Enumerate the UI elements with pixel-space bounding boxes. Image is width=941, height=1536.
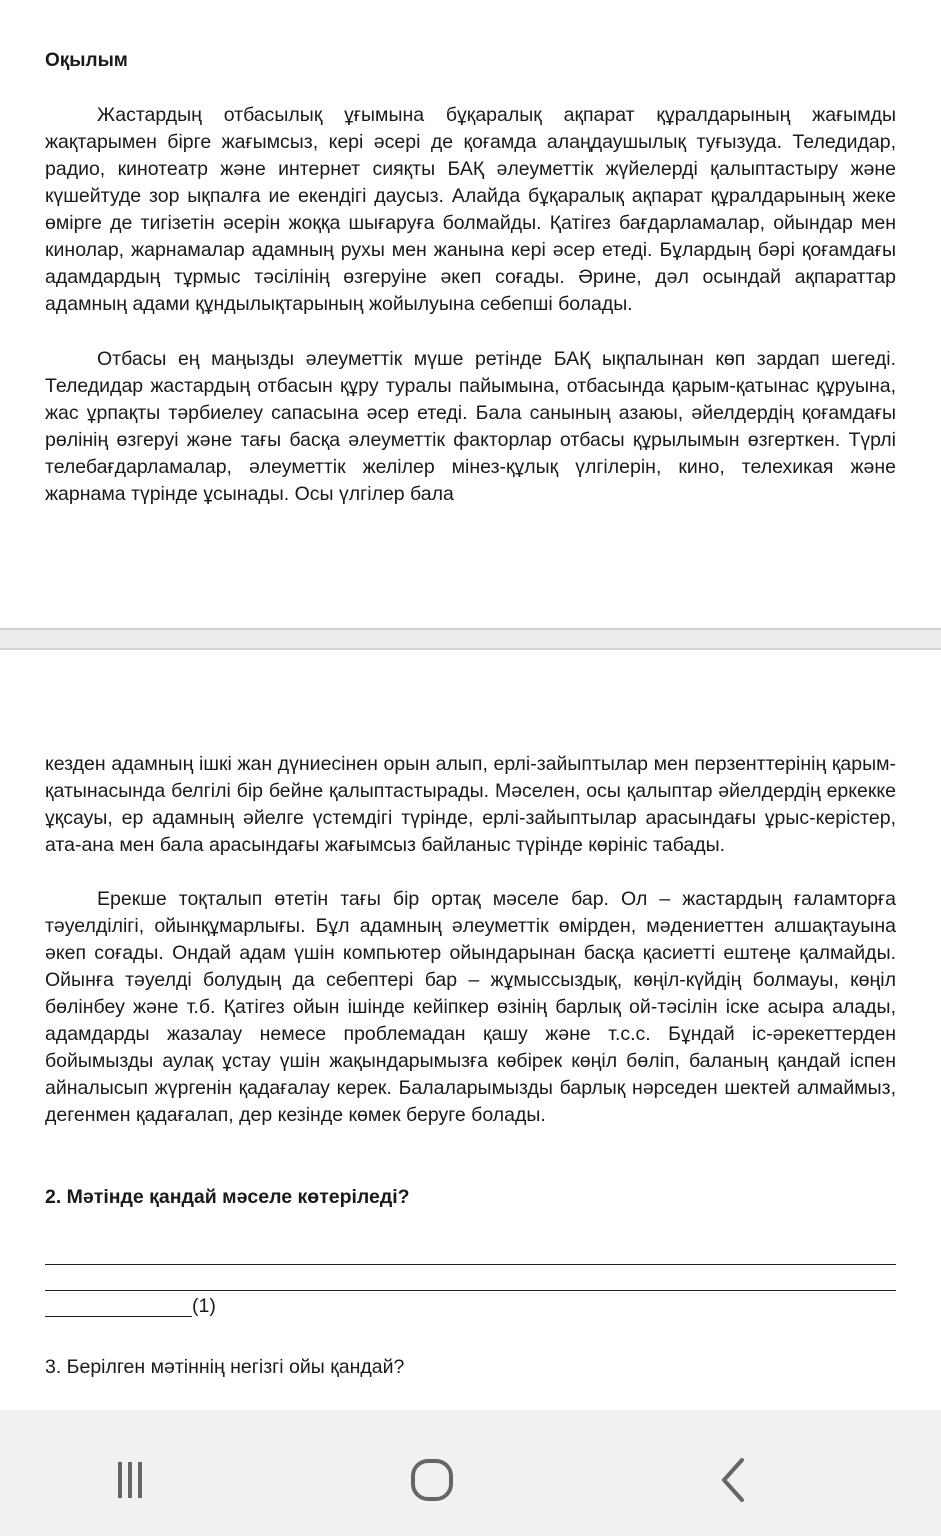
recent-apps-button[interactable] (100, 1450, 160, 1510)
paragraph-2: Отбасы ең маңызды әлеуметтік мүше ретінде БАҚ ықпалынан көп зардап шегеді. Теледидар жастардың отбасын құру туралы пайымына, отбасында қарым-қатынас құруына, жас ұрпақты тәрбиелеу сапасына әсер етеді. Бала санының азаюы, әйелдердің қоғамдағы рөлінің өзгеруі және тағы басқа әлеуметтік факторлар отбасы құрылымын өзгерткен. Түрлі телебағдарламалар, әлеуметтік желілер мінез-құлық үлгілерін, кино, телехикая және жарнама түрінде ұсынады. Осы үлгілер бала (45, 348, 896, 505)
answer-line[interactable] (45, 1290, 896, 1291)
back-icon (716, 1456, 752, 1504)
document-page-2 (0, 650, 941, 1410)
document-page-1 (0, 0, 941, 628)
answer-line[interactable] (45, 1264, 896, 1265)
back-button[interactable] (704, 1450, 764, 1510)
page-break (0, 628, 941, 650)
home-icon (408, 1456, 456, 1504)
home-button[interactable] (402, 1450, 462, 1510)
paragraph-1: Жастардың отбасылық ұғымына бұқаралық ақпарат құралдарының жағымды жақтарымен бірге жағымсыз, кері әсері де қоғамда алаңдаушылық туғызуда. Теледидар, радио, кинотеатр және интернет сияқты БАҚ әлеуметтік жүйелерді қалыптастыру және күшейтуде зор ықпалға ие екендігі даусыз. Алайда бұқаралық ақпарат құралдарының жеке өмірге де тигізетін әсерін жоққа шығаруға болмайды. Қатігез бағдарламалар, ойындар мен кинолар, жарнамалар адамның рухы мен жанына кері әсер етеді. Бұлардың бәрі қоғамдағы адамдардың тұрмыс тәсілінің өзгеруіне әкеп соғады. Әрине, дәл осындай ақпараттар адамның адами құндылықтарының жойылуына себепші болады. (45, 104, 896, 315)
system-navigation-bar (0, 1410, 941, 1536)
points-mark: (1) (192, 1295, 216, 1317)
next-question-cut-off (45, 1354, 405, 1378)
answer-line-short[interactable] (45, 1316, 192, 1317)
paragraph-3: кезден адамның ішкі жан дүниесінен орын алып, ерлі-зайыптылар мен перзенттерінің қарым-қатынасында белгілі бір бейне қалыптастырады. Мәселен, осы қалыптар әйелдердің еркекке ұқсауы, ер адамның әйелге үстемдігі түрінде, ерлі-зайыптылар арасындағы ұрыс-керістер, ата-ана мен бала арасындағы жағымсыз байланыс түрінде көрініс табады. (45, 753, 896, 856)
next-question-text: 3. Берілген мәтіннің негізгі ойы қандай? (45, 1356, 405, 1378)
question-2: 2. Мәтінде қандай мәселе көтеріледі? (45, 1186, 410, 1208)
section-heading: Оқылым (45, 50, 128, 71)
paragraph-4: Ерекше тоқталып өтетін тағы бір ортақ мәселе бар. Ол – жастардың ғаламторға тәуелділігі, ойынқұмарлығы. Бұл адамның әлеуметтік өмірден, мәдениеттен алшақтауына әкеп соғады. Ондай адам үшін компьютер ойындарынан басқа қасиетті ештеңе қалмайды. Ойынға тәуелді болудың да себептері бар – жұмыссыздық, көңіл-күйдің болмауы, көңіл бөлінбеу және т.б. Қатігез ойын ішінде кейіпкер өзінің барлық ой-тәсілін іске асыра алады, адамдарды жазалау немесе проблемадан қашу және т.с.с. Бұндай іс-әрекеттерден бойымызды аулақ ұстау үшін жақындарымызға көбірек көңіл бөліп, баланың қандай іспен айналысып жүргенін қадағалау керек. Балаларымызды барлық нәрседен шектей алмаймыз, дегенмен қадағалап, дер кезінде көмек беруге болады. (45, 888, 896, 1126)
recent-apps-icon (108, 1460, 152, 1500)
